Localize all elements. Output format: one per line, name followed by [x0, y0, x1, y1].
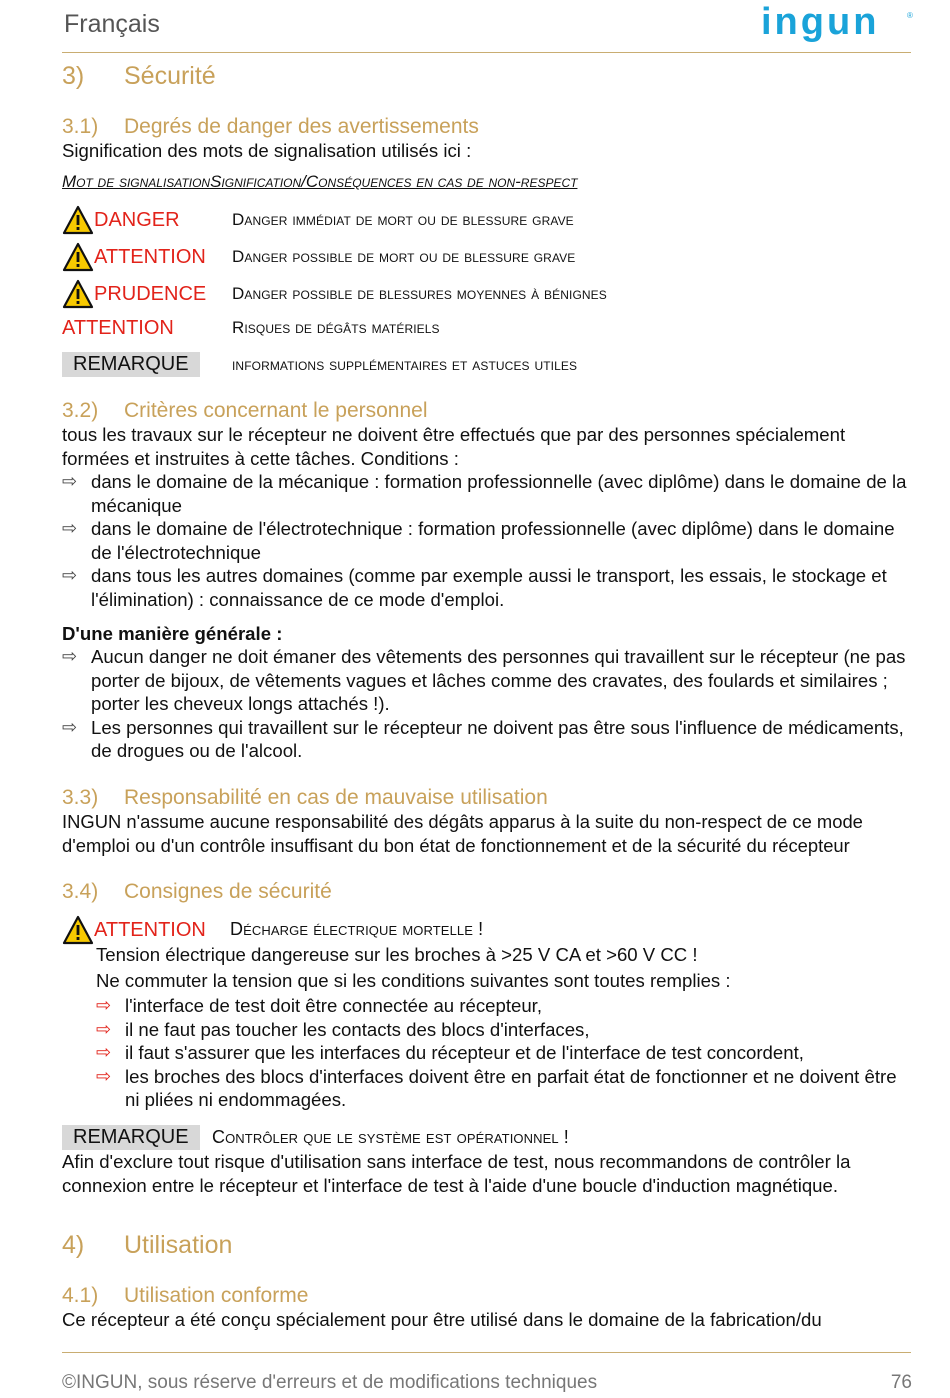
section-3-1-heading: 3.1) Degrés de danger des avertissements	[62, 115, 479, 138]
header-rule	[62, 52, 911, 53]
warning-triangle-icon	[62, 242, 94, 272]
signal-meaning-prudence: Danger possible de blessures moyennes à bénignes	[232, 284, 607, 303]
list-item: ⇨ Aucun danger ne doit émaner des vêtements des personnes qui travaillent sur le récepteur (ne pas porter de bijoux, de vêtements vagues et lâches comme des cravates, des foulards et similaires ; porter les cheveux longs attachés !).	[62, 646, 906, 714]
safety-conditions-list	[96, 994, 914, 1112]
footer-copyright: ©INGUN, sous réserve d'erreurs et de modifications techniques	[62, 1372, 598, 1393]
signal-word-attention-material: ATTENTION	[62, 317, 174, 339]
signal-meaning-material: Risques de dégâts matériels	[232, 318, 440, 337]
signal-row-attention: ATTENTION	[62, 242, 206, 272]
section-4-1-heading: 4.1) Utilisation conforme	[62, 1284, 309, 1307]
section-3-4-heading: 3.4) Consignes de sécurité	[62, 880, 332, 903]
section-3-3-heading: 3.3) Responsabilité en cas de mauvaise utilisation	[62, 786, 548, 809]
arrow-right-icon: ⇨	[96, 1065, 112, 1086]
note-text: Afin d'exclure tout risque d'utilisation sans interface de test, nous recommandons de contrôler la connexion entre le récepteur et l'interface de test à l'aide d'une boucle d'induction magnétique.	[62, 1151, 851, 1196]
arrow-right-icon: ⇨	[62, 471, 78, 491]
list-item: ⇨ dans le domaine de la mécanique : formation professionnelle (avec diplôme) dans le domaine de la mécanique	[62, 471, 907, 516]
list-item: ⇨ il ne faut pas toucher les contacts des blocs d'interfaces,	[96, 1018, 590, 1040]
arrow-right-icon: ⇨	[62, 518, 78, 538]
section-3-2-intro: tous les travaux sur le récepteur ne doivent être effectués que par des personnes spécialement formées et instruites à cette tâches. Conditions :	[62, 424, 846, 469]
shock-warning: ATTENTION	[62, 915, 206, 945]
qualification-list	[62, 470, 914, 611]
signal-row-danger: DANGER	[62, 205, 180, 235]
section-4-1-text: Ce récepteur a été conçu spécialement pour être utilisé dans le domaine de la fabrication/du	[62, 1309, 822, 1330]
section-3-2-heading: 3.2) Critères concernant le personnel	[62, 399, 428, 422]
header-language: Français	[64, 10, 160, 38]
arrow-right-icon: ⇨	[96, 995, 112, 1015]
svg-text:®: ®	[907, 11, 913, 20]
conditions-line: Ne commuter la tension que si les conditions suivantes sont toutes remplies :	[96, 970, 731, 991]
warning-triangle-icon	[62, 915, 94, 945]
list-item: ⇨ les broches des blocs d'interfaces doivent être en parfait état de fonctionner et ne doivent être ni pliées ni endommagées.	[96, 1065, 897, 1110]
arrow-right-icon: ⇨	[96, 1042, 112, 1062]
general-list	[62, 645, 914, 763]
note-title: Contrôler que le système est opérationnel !	[212, 1127, 569, 1147]
list-item: ⇨ il faut s'assurer que les interfaces du récepteur et de l'interface de test concordent,	[96, 1042, 804, 1063]
section-4-heading: 4) Utilisation	[62, 1231, 233, 1259]
voltage-line: Tension électrique dangereuse sur les broches à >25 V CA et >60 V CC !	[96, 944, 698, 965]
section-3-1-intro: Signification des mots de signalisation utilisés ici :	[62, 140, 472, 161]
list-item: ⇨ dans le domaine de l'électrotechnique : formation professionnelle (avec diplôme) dans le domaine de l'électrotechnique	[62, 518, 895, 563]
general-label: D'une manière générale :	[62, 623, 283, 644]
signal-meaning-danger: Danger immédiat de mort ou de blessure grave	[232, 210, 574, 229]
remarque-badge: REMARQUE	[62, 1125, 200, 1150]
signal-meaning-attention: Danger possible de mort ou de blessure grave	[232, 247, 576, 266]
warning-triangle-icon	[62, 205, 94, 235]
arrow-right-icon: ⇨	[62, 716, 78, 737]
warning-triangle-icon	[62, 279, 94, 309]
list-item: ⇨ l'interface de test doit être connectée au récepteur,	[96, 995, 543, 1016]
section-3-heading: 3) Sécurité	[62, 62, 216, 90]
signal-row-prudence: PRUDENCE	[62, 279, 206, 309]
arrow-right-icon: ⇨	[62, 565, 78, 585]
ingun-logo	[759, 4, 914, 52]
arrow-right-icon: ⇨	[96, 1018, 112, 1039]
signal-table-header: Mot de signalisationSignification/Conséquences en cas de non-respect	[62, 172, 578, 191]
signal-meaning-remarque: informations supplémentaires et astuces utiles	[232, 355, 578, 374]
list-item: ⇨ Les personnes qui travaillent sur le récepteur ne doivent pas être sous l'influence de médicaments, de drogues ou de l'alcool.	[62, 716, 904, 761]
footer-rule	[62, 1352, 911, 1353]
arrow-right-icon: ⇨	[62, 646, 78, 666]
remarque-badge: REMARQUE	[62, 352, 200, 377]
list-item: ⇨ dans tous les autres domaines (comme par exemple aussi le transport, les essais, le stockage et l'élimination) : connaissance de ce mode d'emploi.	[62, 565, 887, 610]
shock-warning-title: Décharge électrique mortelle !	[230, 919, 484, 939]
page-number: 76	[890, 1372, 912, 1393]
section-3-3-text: INGUN n'assume aucune responsabilité des dégâts apparus à la suite du non-respect de ce mode d'emploi ou d'un contrôle insuffisant du bon état de fonctionnement et de la sécurité du récepteur	[62, 811, 863, 856]
svg-text:ingun: ingun	[761, 4, 880, 43]
